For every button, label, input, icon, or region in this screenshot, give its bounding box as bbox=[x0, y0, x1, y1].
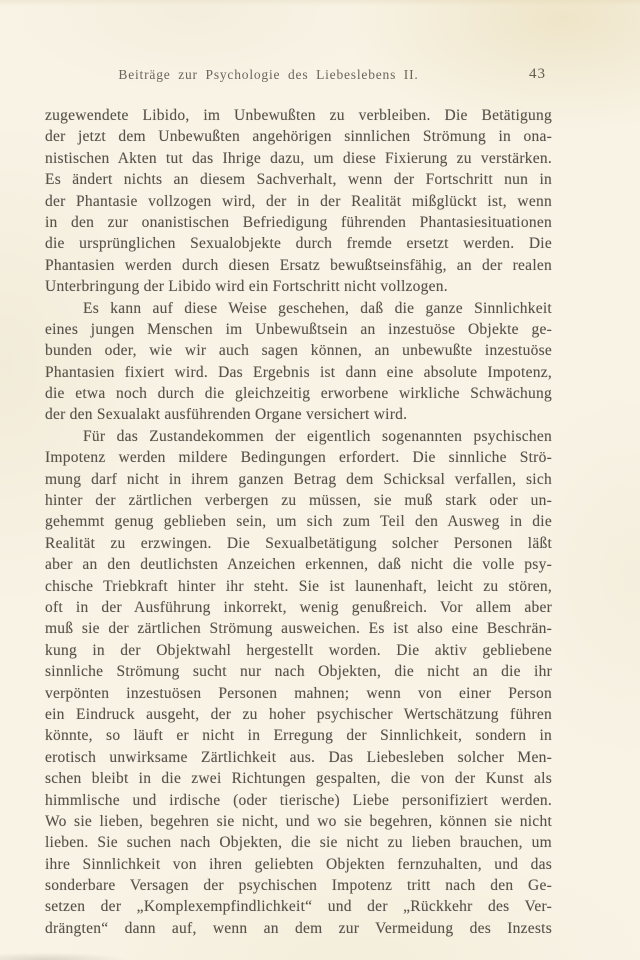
text-line: zugewendete Libido, im Unbewußten zu verbleiben. Die Betätigung bbox=[45, 107, 552, 124]
text-line: verpönten inzestuösen Personen mahnen; wenn von einer Person bbox=[45, 684, 552, 702]
body-text bbox=[45, 105, 552, 939]
text-line: ihre Sinnlichkeit von ihren geliebten Objekten fernzuhalten, und das bbox=[45, 855, 552, 873]
text-line: drängten“ dann auf, wenn an dem zur Vermeidung des Inzests bbox=[45, 919, 552, 937]
text-line: Unterbringung der Libido wird ein Fortschritt nicht vollzogen. bbox=[45, 278, 448, 296]
text-line: Impotenz werden mildere Bedingungen erfordert. Die sinnliche Strö- bbox=[45, 449, 552, 467]
text-line: ein Eindruck ausgeht, der zu hoher psychischer Wertschätzung führen bbox=[45, 705, 552, 723]
text-line: erotisch unwirksame Zärtlichkeit aus. Das Liebesleben solcher Men- bbox=[45, 748, 552, 766]
text-line: nistischen Akten tut das Ihrige dazu, um diese Fixierung zu verstärken. bbox=[45, 149, 552, 167]
text-line: der Phantasie vollzogen wird, der in der Realität mißglückt ist, wenn bbox=[45, 192, 552, 210]
text-line: hinter der zärtlichen verbergen zu müssen, sie muß stark oder un- bbox=[45, 492, 552, 510]
running-header-title: Beiträge zur Psychologie des Liebeslebens II. bbox=[118, 67, 419, 82]
running-header bbox=[45, 67, 552, 87]
text-line: eines jungen Menschen im Unbewußtsein an inzestuöse Objekte ge- bbox=[45, 320, 552, 338]
text-line: kung in der Objektwahl hergestellt worden. Die aktiv gebliebene bbox=[45, 641, 552, 659]
text-line: sonderbare Versagen der psychischen Impotenz tritt nach den Ge- bbox=[45, 877, 552, 895]
text-line: in den zur onanistischen Befriedigung führenden Phantasiesituationen bbox=[45, 213, 552, 231]
text-line: himmlische und irdische (oder tierische) Liebe personifiziert werden. bbox=[45, 791, 552, 809]
text-line: bunden oder, wie wir auch sagen können, an unbewußte inzestuöse bbox=[45, 342, 552, 360]
text-line: muß sie der zärtlichen Strömung ausweichen. Es ist also eine Beschrän- bbox=[45, 620, 552, 638]
text-line: setzen der „Komplexempfindlichkeit“ und der „Rückkehr des Ver- bbox=[45, 898, 552, 916]
text-line: Es kann auf diese Weise geschehen, daß die ganze Sinnlichkeit bbox=[83, 299, 552, 317]
text-line: der jetzt dem Unbewußten angehörigen sinnlichen Strömung in ona- bbox=[45, 128, 552, 146]
text-line: chische Triebkraft hinter ihr steht. Sie ist launenhaft, leicht zu stören, bbox=[45, 577, 552, 595]
text-line: Wo sie lieben, begehren sie nicht, und wo sie begehren, können sie nicht bbox=[45, 812, 552, 830]
text-line: mung darf nicht in ihrem ganzen Betrag dem Schicksal verfallen, sich bbox=[45, 470, 552, 488]
text-line: könnte, so läuft er nicht in Erregung der Sinnlichkeit, sondern in bbox=[45, 727, 552, 745]
text-line: sinnliche Strömung sucht nur nach Objekten, die nicht an die ihr bbox=[45, 663, 552, 681]
text-line: schen bleibt in die zwei Richtungen gespalten, die von der Kunst als bbox=[45, 770, 552, 788]
text-line: Phantasien fixiert wird. Das Ergebnis ist dann eine absolute Impotenz, bbox=[45, 363, 552, 381]
scan-edge-smudge bbox=[0, 946, 150, 960]
text-line: Für das Zustandekommen der eigentlich sogenannten psychischen bbox=[83, 427, 552, 445]
text-line: der den Sexualakt ausführenden Organe versichert wird. bbox=[45, 406, 408, 424]
text-line: gehemmt genug geblieben sein, um sich zum Teil den Ausweg in die bbox=[45, 513, 552, 531]
text-line: aber an den deutlichsten Anzeichen erkennen, daß nicht die volle psy- bbox=[45, 556, 552, 574]
page-number: 43 bbox=[529, 66, 546, 82]
text-line: Es ändert nichts an diesem Sachverhalt, wenn der Fortschritt nun in bbox=[45, 171, 552, 189]
text-line: die ursprünglichen Sexualobjekte durch fremde ersetzt werden. Die bbox=[45, 235, 552, 253]
text-line: lieben. Sie suchen nach Objekten, die sie nicht zu lieben brauchen, um bbox=[45, 834, 552, 852]
text-line: oft in der Ausführung inkorrekt, wenig genußreich. Vor allem aber bbox=[45, 598, 552, 616]
text-line: Phantasien werden durch diesen Ersatz bewußtseinsfähig, an der realen bbox=[45, 256, 552, 274]
text-line: die etwa noch durch die gleichzeitig erworbene wirkliche Schwächung bbox=[45, 385, 552, 403]
text-line: Realität zu erzwingen. Die Sexualbetätigung solcher Personen läßt bbox=[45, 534, 552, 552]
